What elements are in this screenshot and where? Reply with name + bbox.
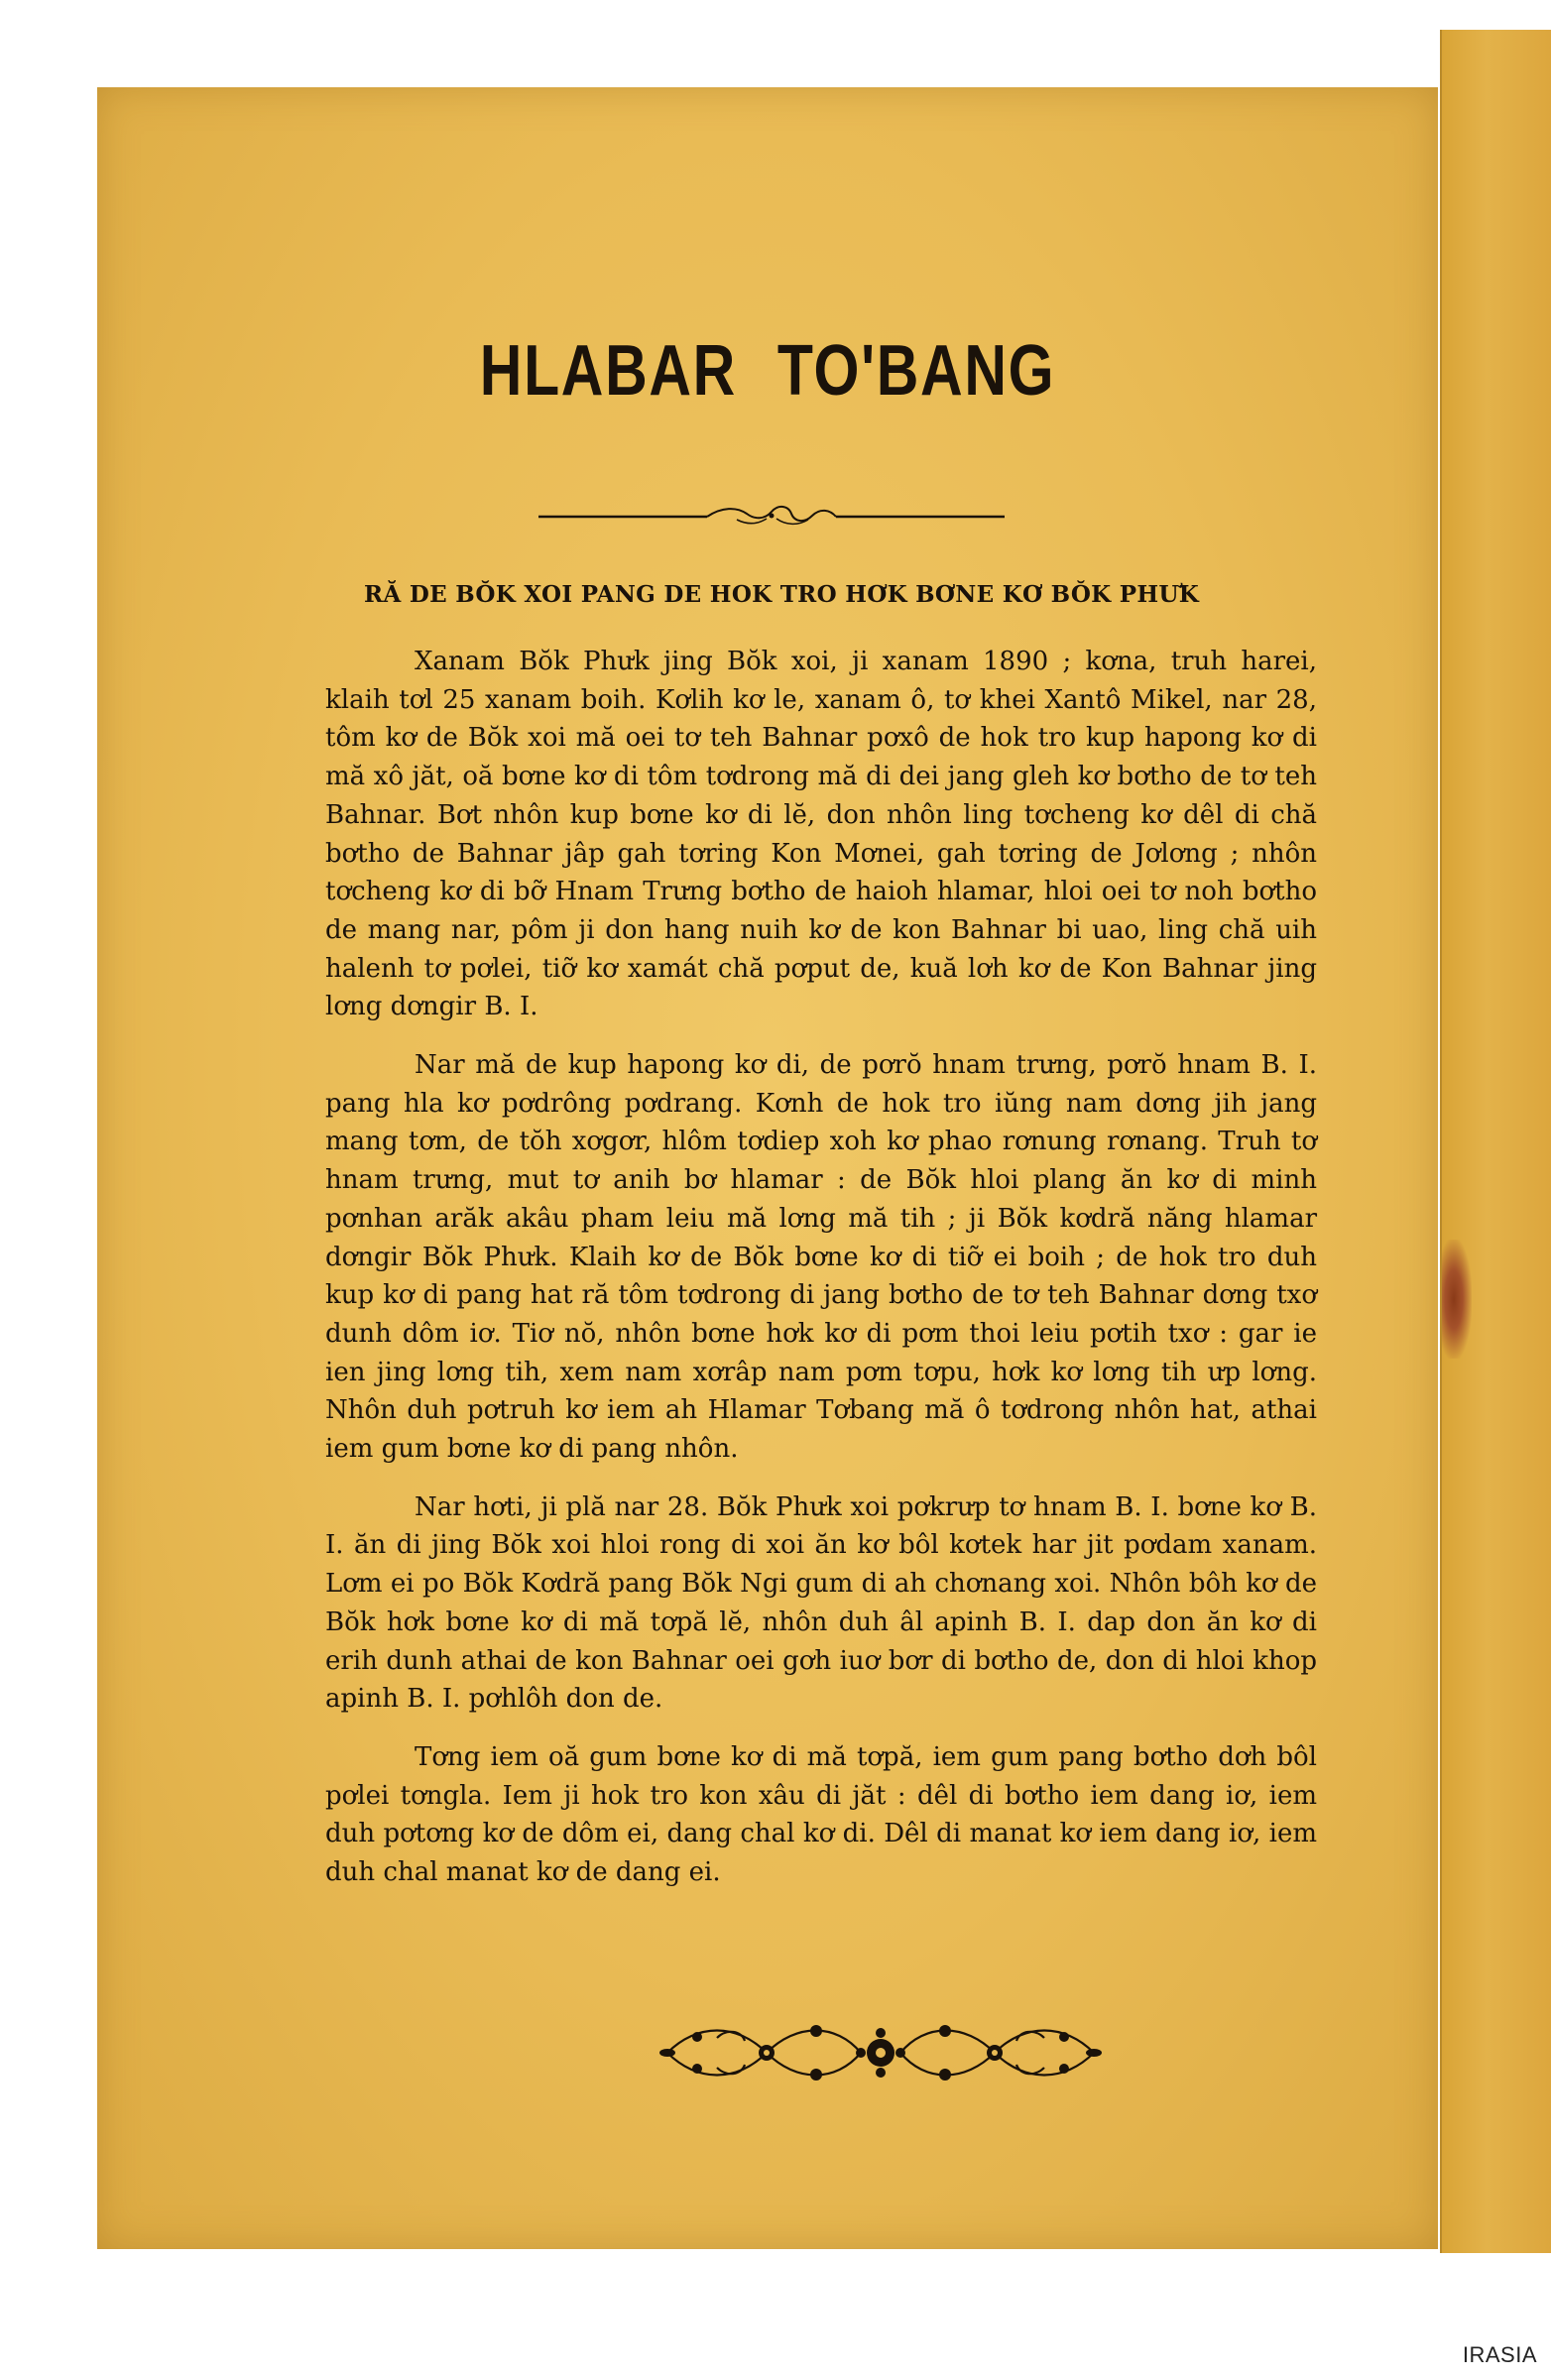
document-page — [97, 87, 1438, 2249]
body-text — [325, 643, 1317, 1912]
page-subtitle: RĂ DE BŎK XOI PANG DE HOK TRO HƠK BƠNE KƠ BŎK PHƯK — [363, 581, 1200, 608]
adjacent-page-edge — [1440, 30, 1551, 2253]
source-watermark: IRASIA — [1462, 2342, 1537, 2367]
paper-stain — [1442, 1240, 1472, 1359]
paragraph: Nar hơti, ji plă nar 28. Bŏk Phưk xoi pơkrưp tơ hnam B. I. bơne kơ B. I. ăn di jing Bŏk xoi hloi rong di xoi ăn kơ bôl kơtek har jit pơdam xanam. Lơm ei po Bŏk Kơdră pang Bŏk Ngi gum di ah chơnang xoi. Nhôn bôh kơ de Bŏk hơk bơne kơ di mă tơpă lĕ, nhôn duh âl apinh B. I. dap don ăn kơ di erih dunh athai de kon Bahnar oei gơh iuơ bơr di bơtho de, don di hloi khop apinh B. I. pơhlôh don de. — [325, 1491, 1317, 1715]
floral-ornament — [657, 2013, 1104, 2092]
title-divider-flourish — [538, 502, 1005, 532]
page-title: HLABAR TO'BANG — [479, 331, 1056, 411]
paragraph: Xanam Bŏk Phưk jing Bŏk xoi, ji xanam 1890 ; kơna, truh harei, klaih tơl 25 xanam boih. Kơlih kơ le, xanam ô, tơ khei Xantô Mikel, nar 28, tôm kơ de Bŏk xoi mă oei tơ teh Bahnar pơxô de hok tro kup hapong kơ di mă xô jăt, oă bơne kơ di tôm tơdrong mă di dei jang gleh kơ bơtho de tơ teh Bahnar. Bơt nhôn kup bơne kơ di lĕ, don nhôn ling tơcheng kơ dêl di chă bơtho de Bahnar jâp gah tơring Kon Mơnei, gah tơring de Jơlơng ; nhôn tơcheng kơ di bỡ Hnam Trưng bơtho de haioh hlamar, hloi oei tơ noh bơtho de mang nar, pôm ji don hang nuih kơ de kon Bahnar bi uao, ling chă uih halenh tơ pơlei, tiỡ kơ xamát chă pơput de, kuă lơh kơ de Kon Bahnar jing lơng dơngir B. I. — [325, 647, 1317, 1022]
paragraph: Tơng iem oă gum bơne kơ di mă tơpă, iem gum pang bơtho dơh bôl pơlei tơngla. Iem ji hok tro kon xâu di jăt : dêl di bơtho iem dang iơ, iem duh pơtơng kơ de dôm ei, dang chal kơ di. Dêl di manat kơ iem dang iơ, iem duh chal manat kơ de dang ei. — [325, 1741, 1317, 1888]
paragraph: Nar mă de kup hapong kơ di, de pơrŏ hnam trưng, pơrŏ hnam B. I. pang hla kơ pơdrông pơdrang. Kơnh de hok tro iŭng nam dơng jih jang mang tơm, de tŏh xơgơr, hlôm tơdiep xoh kơ phao rơnung rơnang. Truh tơ hnam trưng, mut tơ anih bơ hlamar : de Bŏk hloi plang ăn kơ di minh pơnhan arăk akâu pham leiu mă lơng mă tih ; ji Bŏk kơdră năng hlamar dơngir Bŏk Phưk. Klaih kơ de Bŏk bơne kơ di tiỡ ei boih ; de hok tro duh kup kơ di pang hat ră tôm tơdrong di jang bơtho de tơ teh Bahnar dơng txơ dunh dôm iơ. Tiơ nŏ, nhôn bơne hơk kơ di pơm thoi leiu pơtih txơ : gar ie ien jing lơng tih, xem nam xơrâp nam pơm tơpu, hơk kơ lơng tih ưp lơng. Nhôn duh pơtruh kơ iem ah Hlamar Tơbang mă ô tơdrong nhôn hat, athai iem gum bơne kơ di pang nhôn. — [325, 1050, 1317, 1465]
